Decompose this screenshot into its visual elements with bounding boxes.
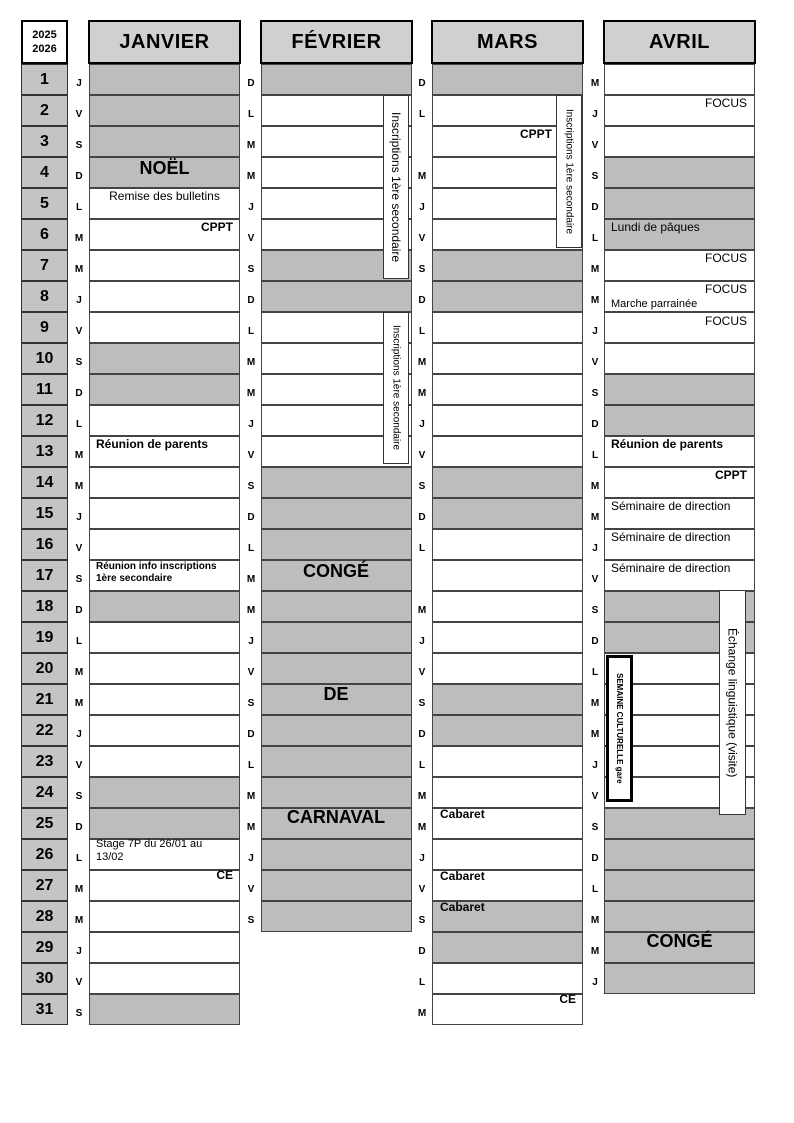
janvier-weekday-letter-14: M <box>74 481 84 492</box>
mar-cppt-event: CPPT <box>520 127 553 141</box>
mars-day-cell-16 <box>432 529 583 560</box>
fevrier-weekday-letter-11: M <box>246 388 256 399</box>
day-number-13: 13 <box>21 436 68 467</box>
avril-weekday-letter-1: M <box>590 78 600 89</box>
avril-weekday-letter-19: D <box>591 636 599 647</box>
janvier-day-cell-30 <box>89 963 240 994</box>
mars-day-cell-18 <box>432 591 583 622</box>
janvier-day-cell-3 <box>89 126 240 157</box>
mars-weekday-letter-28: S <box>418 915 426 926</box>
avril-day-cell-3 <box>604 126 755 157</box>
avril-weekday-letter-25: S <box>591 822 599 833</box>
janvier-day-cell-28 <box>89 901 240 932</box>
feb-inscriptions-box-b <box>383 312 409 464</box>
apr-echange-text: Échange linguistique (visite) <box>725 627 740 778</box>
jan-stage-event-line2: 13/02 <box>96 851 124 863</box>
mars-day-cell-17 <box>432 560 583 591</box>
avril-weekday-letter-18: S <box>591 605 599 616</box>
janvier-day-cell-20 <box>89 653 240 684</box>
fevrier-day-cell-20 <box>261 653 412 684</box>
month-header-janvier: JANVIER <box>88 20 241 64</box>
mars-day-cell-12 <box>432 405 583 436</box>
mars-day-cell-1 <box>432 64 583 95</box>
mars-day-cell-13 <box>432 436 583 467</box>
fevrier-weekday-letter-8: D <box>247 295 255 306</box>
avril-day-cell-4 <box>604 157 755 188</box>
mars-weekday-letter-17 <box>414 564 430 595</box>
fevrier-weekday-letter-24: M <box>246 791 256 802</box>
avril-weekday-letter-7: M <box>590 264 600 275</box>
fevrier-weekday-letter-28: S <box>247 915 255 926</box>
jan-reunion-info-event: Réunion info inscriptions <box>96 561 217 572</box>
janvier-weekday-letter-22: J <box>76 729 82 740</box>
feb-conge-label: CONGÉ <box>302 561 369 581</box>
fevrier-weekday-letter-20: V <box>247 667 255 678</box>
avril-weekday-letter-26: D <box>591 853 599 864</box>
jan-reunion-info-line2: 1ère secondaire <box>96 573 173 584</box>
avril-weekday-letter-16: J <box>592 543 598 554</box>
janvier-day-cell-25 <box>89 808 240 839</box>
fevrier-weekday-letter-5: J <box>248 202 254 213</box>
janvier-weekday-letter-20: M <box>74 667 84 678</box>
month-header-avril: AVRIL <box>603 20 756 64</box>
mars-day-cell-24 <box>432 777 583 808</box>
avril-day-cell-28 <box>604 901 755 932</box>
fevrier-weekday-letter-1: D <box>247 78 255 89</box>
apr-echange-box <box>719 590 746 815</box>
avril-weekday-letter-23: J <box>592 760 598 771</box>
jan-ce-event: CE <box>216 868 233 882</box>
avril-day-cell-10 <box>604 343 755 374</box>
janvier-weekday-letter-1: J <box>76 78 82 89</box>
day-number-7: 7 <box>21 250 68 281</box>
mars-weekday-letter-21: S <box>418 698 426 709</box>
fevrier-weekday-letter-6: V <box>247 233 255 244</box>
mars-day-cell-11 <box>432 374 583 405</box>
mars-weekday-letter-12: J <box>419 419 425 430</box>
fevrier-weekday-letter-16: L <box>247 543 255 554</box>
janvier-weekday-letter-24: S <box>75 791 83 802</box>
day-number-8: 8 <box>21 281 68 312</box>
day-number-3: 3 <box>21 126 68 157</box>
jan-cppt-event: CPPT <box>200 220 233 234</box>
apr-semaine-culturelle-box <box>606 655 633 802</box>
mars-weekday-letter-14: S <box>418 481 426 492</box>
avril-weekday-letter-12: D <box>591 419 599 430</box>
avril-weekday-letter-28: M <box>590 915 600 926</box>
fevrier-day-cell-16 <box>261 529 412 560</box>
janvier-weekday-letter-27: M <box>74 884 84 895</box>
avril-weekday-letter-14: M <box>590 481 600 492</box>
avril-weekday-letter-29: M <box>590 946 600 957</box>
day-number-30: 30 <box>21 963 68 994</box>
apr-conge-label: CONGÉ <box>646 931 713 951</box>
mars-weekday-letter-10: M <box>417 357 427 368</box>
mars-weekday-letter-19: J <box>419 636 425 647</box>
apr-focus-event-7: FOCUS <box>705 251 747 265</box>
janvier-weekday-letter-11: D <box>75 388 83 399</box>
mars-day-cell-30 <box>432 963 583 994</box>
apr-focus-event-8: FOCUS <box>705 282 747 296</box>
fevrier-weekday-letter-23: L <box>247 760 255 771</box>
fevrier-day-cell-1 <box>261 64 412 95</box>
mars-day-cell-21 <box>432 684 583 715</box>
avril-weekday-letter-20: L <box>591 667 599 678</box>
fevrier-weekday-letter-21: S <box>247 698 255 709</box>
mar-inscriptions-text: Inscriptions 1ère secondaire <box>563 108 575 235</box>
avril-day-cell-11 <box>604 374 755 405</box>
janvier-day-cell-22 <box>89 715 240 746</box>
jan-noel-label: NOËL <box>139 158 190 178</box>
month-header-fevrier: FÉVRIER <box>260 20 413 64</box>
mars-weekday-letter-7: S <box>418 264 426 275</box>
mars-weekday-letter-16: L <box>418 543 426 554</box>
janvier-day-cell-23 <box>89 746 240 777</box>
avril-day-cell-1 <box>604 64 755 95</box>
day-number-19: 19 <box>21 622 68 653</box>
fevrier-day-cell-18 <box>261 591 412 622</box>
fevrier-weekday-letter-9: L <box>247 326 255 337</box>
month-header-mars: MARS <box>431 20 584 64</box>
avril-day-cell-30 <box>604 963 755 994</box>
mars-weekday-letter-2: L <box>418 109 426 120</box>
school-year-box <box>21 20 68 64</box>
fevrier-day-cell-23 <box>261 746 412 777</box>
fevrier-weekday-letter-27: V <box>247 884 255 895</box>
janvier-weekday-letter-13: M <box>74 450 84 461</box>
janvier-day-cell-19 <box>89 622 240 653</box>
mars-weekday-letter-4: M <box>417 171 427 182</box>
fevrier-weekday-letter-12: J <box>248 419 254 430</box>
janvier-day-cell-1 <box>89 64 240 95</box>
mar-inscriptions-box <box>556 95 582 248</box>
janvier-day-cell-2 <box>89 95 240 126</box>
janvier-weekday-letter-29: J <box>76 946 82 957</box>
janvier-weekday-letter-25: D <box>75 822 83 833</box>
apr-cppt-event: CPPT <box>714 468 747 482</box>
janvier-day-cell-11 <box>89 374 240 405</box>
janvier-weekday-letter-19: L <box>75 636 83 647</box>
feb-inscriptions-text-b: Inscriptions 1ère secondaire <box>390 325 402 451</box>
mars-weekday-letter-1: D <box>418 78 426 89</box>
day-number-21: 21 <box>21 684 68 715</box>
janvier-weekday-letter-6: M <box>74 233 84 244</box>
feb-inscriptions-box-a <box>383 95 409 279</box>
day-number-26: 26 <box>21 839 68 870</box>
year-end: 2026 <box>32 43 57 55</box>
mars-day-cell-29 <box>432 932 583 963</box>
mars-day-cell-22 <box>432 715 583 746</box>
avril-weekday-letter-4: S <box>591 171 599 182</box>
janvier-day-cell-16 <box>89 529 240 560</box>
avril-weekday-letter-6: L <box>591 233 599 244</box>
day-number-27: 27 <box>21 870 68 901</box>
mars-weekday-letter-8: D <box>418 295 426 306</box>
mars-weekday-letter-5: J <box>419 202 425 213</box>
apr-seminaire-event-3: Séminaire de direction <box>611 561 731 575</box>
fevrier-weekday-letter-7: S <box>247 264 255 275</box>
mars-day-cell-15 <box>432 498 583 529</box>
janvier-day-cell-14 <box>89 467 240 498</box>
janvier-day-cell-29 <box>89 932 240 963</box>
fevrier-day-cell-27 <box>261 870 412 901</box>
fevrier-weekday-letter-4: M <box>246 171 256 182</box>
apr-seminaire-event-2: Séminaire de direction <box>611 530 731 544</box>
mars-weekday-letter-23: L <box>418 760 426 771</box>
fevrier-weekday-letter-3: M <box>246 140 256 151</box>
avril-weekday-letter-10: V <box>591 357 599 368</box>
day-number-10: 10 <box>21 343 68 374</box>
fevrier-day-cell-8 <box>261 281 412 312</box>
janvier-weekday-letter-17: S <box>75 574 83 585</box>
janvier-weekday-letter-30: V <box>75 977 83 988</box>
janvier-day-cell-10 <box>89 343 240 374</box>
janvier-weekday-letter-9: V <box>75 326 83 337</box>
day-number-16: 16 <box>21 529 68 560</box>
mars-weekday-letter-18: M <box>417 605 427 616</box>
fevrier-weekday-letter-14: S <box>247 481 255 492</box>
mars-weekday-letter-26: J <box>419 853 425 864</box>
day-number-2: 2 <box>21 95 68 126</box>
janvier-day-cell-7 <box>89 250 240 281</box>
mars-weekday-letter-13: V <box>418 450 426 461</box>
fevrier-weekday-letter-17: M <box>246 574 256 585</box>
avril-weekday-letter-5: D <box>591 202 599 213</box>
janvier-day-cell-24 <box>89 777 240 808</box>
avril-weekday-letter-17: V <box>591 574 599 585</box>
janvier-weekday-letter-10: S <box>75 357 83 368</box>
janvier-day-cell-18 <box>89 591 240 622</box>
janvier-weekday-letter-21: M <box>74 698 84 709</box>
janvier-weekday-letter-8: J <box>76 295 82 306</box>
fevrier-weekday-letter-15: D <box>247 512 255 523</box>
apr-paques-event: Lundi de pâques <box>611 220 700 234</box>
janvier-weekday-letter-3: S <box>75 140 83 151</box>
apr-marche-event: Marche parrainée <box>611 298 698 310</box>
avril-weekday-letter-3: V <box>591 140 599 151</box>
fevrier-day-cell-19 <box>261 622 412 653</box>
avril-weekday-letter-22: M <box>590 729 600 740</box>
janvier-weekday-letter-15: J <box>76 512 82 523</box>
mars-weekday-letter-25: M <box>417 822 427 833</box>
day-number-15: 15 <box>21 498 68 529</box>
avril-weekday-letter-2: J <box>592 109 598 120</box>
janvier-weekday-letter-5: L <box>75 202 83 213</box>
janvier-weekday-letter-7: M <box>74 264 84 275</box>
jan-stage-event: Stage 7P du 26/01 au <box>96 838 203 850</box>
year-start: 2025 <box>32 29 57 41</box>
mars-day-cell-19 <box>432 622 583 653</box>
day-number-1: 1 <box>21 64 68 95</box>
avril-weekday-letter-27: L <box>591 884 599 895</box>
janvier-weekday-letter-31: S <box>75 1008 83 1019</box>
janvier-weekday-letter-23: V <box>75 760 83 771</box>
mars-weekday-letter-29: D <box>418 946 426 957</box>
mars-weekday-letter-22: D <box>418 729 426 740</box>
day-number-23: 23 <box>21 746 68 777</box>
mars-day-cell-9 <box>432 312 583 343</box>
janvier-day-cell-21 <box>89 684 240 715</box>
avril-weekday-letter-24: V <box>591 791 599 802</box>
fevrier-weekday-letter-10: M <box>246 357 256 368</box>
day-number-6: 6 <box>21 219 68 250</box>
day-number-29: 29 <box>21 932 68 963</box>
mars-weekday-letter-11: M <box>417 388 427 399</box>
fevrier-weekday-letter-26: J <box>248 853 254 864</box>
mar-cabaret-event-2: Cabaret <box>440 869 485 883</box>
fevrier-day-cell-24 <box>261 777 412 808</box>
apr-seminaire-event-1: Séminaire de direction <box>611 499 731 513</box>
avril-weekday-letter-9: J <box>592 326 598 337</box>
janvier-day-cell-31 <box>89 994 240 1025</box>
day-number-20: 20 <box>21 653 68 684</box>
mars-weekday-letter-15: D <box>418 512 426 523</box>
day-number-18: 18 <box>21 591 68 622</box>
feb-inscriptions-text-a: Inscriptions 1ère secondaire <box>389 111 403 263</box>
day-number-9: 9 <box>21 312 68 343</box>
mars-weekday-letter-6: V <box>418 233 426 244</box>
jan-reunion-parents-event: Réunion de parents <box>96 437 209 451</box>
avril-day-cell-5 <box>604 188 755 219</box>
day-number-22: 22 <box>21 715 68 746</box>
day-number-31: 31 <box>21 994 68 1025</box>
avril-weekday-letter-11: S <box>591 388 599 399</box>
avril-weekday-letter-13: L <box>591 450 599 461</box>
fevrier-day-cell-15 <box>261 498 412 529</box>
fevrier-weekday-letter-19: J <box>248 636 254 647</box>
mars-weekday-letter-3 <box>414 130 430 161</box>
day-number-5: 5 <box>21 188 68 219</box>
fevrier-day-cell-14 <box>261 467 412 498</box>
day-number-4: 4 <box>21 157 68 188</box>
mar-cabaret-event-3: Cabaret <box>440 900 485 914</box>
avril-day-cell-12 <box>604 405 755 436</box>
apr-focus-event-9: FOCUS <box>705 314 747 328</box>
mars-weekday-letter-27: V <box>418 884 426 895</box>
day-number-24: 24 <box>21 777 68 808</box>
feb-de-label: DE <box>323 684 349 704</box>
janvier-weekday-letter-26: L <box>75 853 83 864</box>
mars-day-cell-8 <box>432 281 583 312</box>
apr-focus-event-2: FOCUS <box>705 96 747 110</box>
day-number-25: 25 <box>21 808 68 839</box>
apr-semaine-culturelle-text: SEMAINE CULTURELLE gare <box>615 673 624 784</box>
janvier-weekday-letter-16: V <box>75 543 83 554</box>
day-number-28: 28 <box>21 901 68 932</box>
day-number-17: 17 <box>21 560 68 591</box>
janvier-day-cell-15 <box>89 498 240 529</box>
day-number-14: 14 <box>21 467 68 498</box>
mars-day-cell-10 <box>432 343 583 374</box>
janvier-weekday-letter-4: D <box>75 171 83 182</box>
janvier-weekday-letter-28: M <box>74 915 84 926</box>
avril-weekday-letter-15: M <box>590 512 600 523</box>
day-number-12: 12 <box>21 405 68 436</box>
fevrier-day-cell-28 <box>261 901 412 932</box>
jan-bulletins-event: Remise des bulletins <box>109 189 220 203</box>
mars-day-cell-7 <box>432 250 583 281</box>
fevrier-weekday-letter-22: D <box>247 729 255 740</box>
avril-weekday-letter-30: J <box>592 977 598 988</box>
mars-day-cell-20 <box>432 653 583 684</box>
fevrier-weekday-letter-2: L <box>247 109 255 120</box>
mars-day-cell-14 <box>432 467 583 498</box>
janvier-weekday-letter-18: D <box>75 605 83 616</box>
mars-day-cell-23 <box>432 746 583 777</box>
fevrier-day-cell-26 <box>261 839 412 870</box>
fevrier-weekday-letter-13: V <box>247 450 255 461</box>
feb-carnaval-label: CARNAVAL <box>286 807 386 827</box>
mars-weekday-letter-30: L <box>418 977 426 988</box>
day-number-11: 11 <box>21 374 68 405</box>
fevrier-weekday-letter-25: M <box>246 822 256 833</box>
mars-weekday-letter-9: L <box>418 326 426 337</box>
mar-ce-event: CE <box>559 992 576 1006</box>
mar-cabaret-event-1: Cabaret <box>440 807 485 821</box>
avril-day-cell-26 <box>604 839 755 870</box>
janvier-weekday-letter-12: L <box>75 419 83 430</box>
avril-weekday-letter-21: M <box>590 698 600 709</box>
avril-day-cell-27 <box>604 870 755 901</box>
janvier-weekday-letter-2: V <box>75 109 83 120</box>
mars-weekday-letter-31: M <box>417 1008 427 1019</box>
mars-weekday-letter-24: M <box>417 791 427 802</box>
janvier-day-cell-8 <box>89 281 240 312</box>
mars-weekday-letter-20: V <box>418 667 426 678</box>
mars-day-cell-26 <box>432 839 583 870</box>
apr-reunion-parents-event: Réunion de parents <box>611 437 724 451</box>
janvier-day-cell-9 <box>89 312 240 343</box>
janvier-day-cell-12 <box>89 405 240 436</box>
avril-weekday-letter-8: M <box>590 295 600 306</box>
fevrier-day-cell-22 <box>261 715 412 746</box>
fevrier-weekday-letter-18: M <box>246 605 256 616</box>
